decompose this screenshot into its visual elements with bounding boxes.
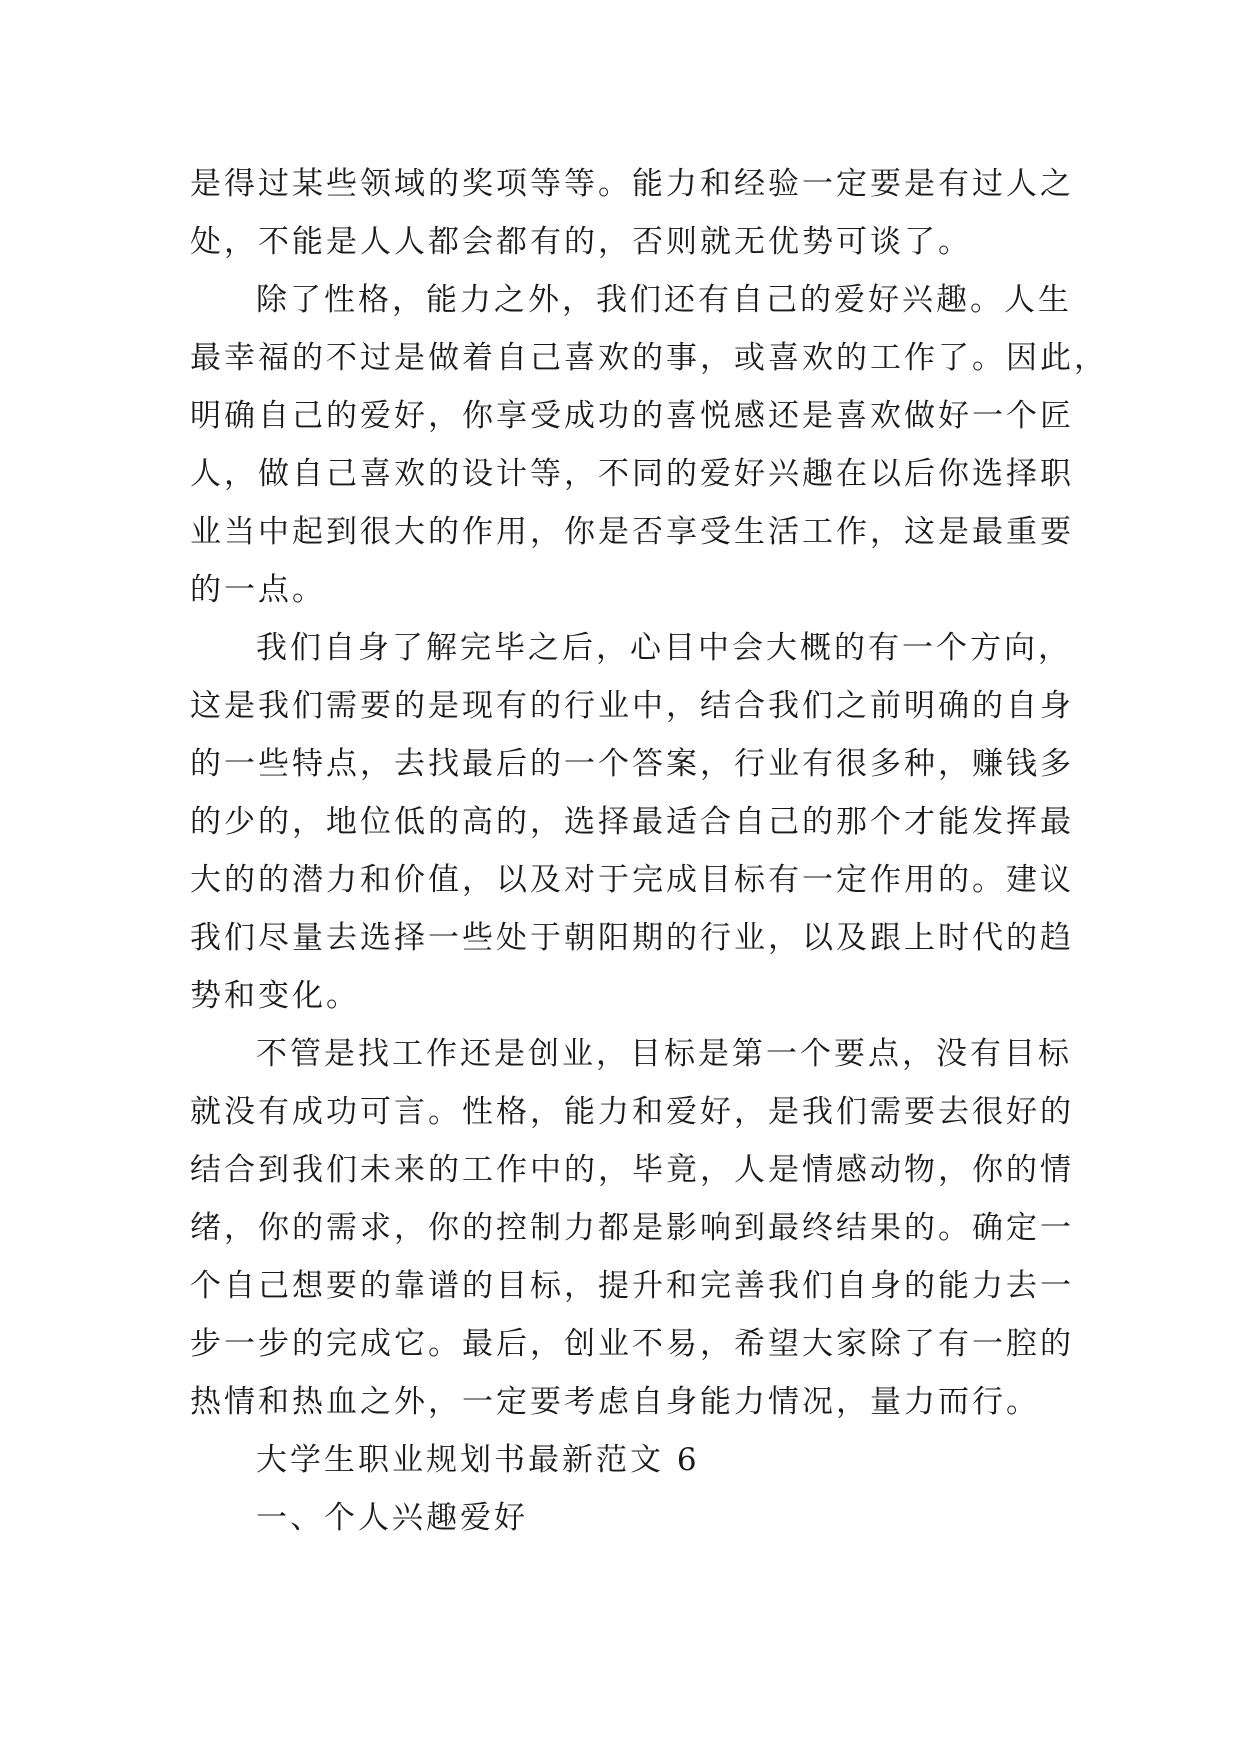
paragraph-4 xyxy=(190,1025,1074,1431)
text-line: 势和变化。 xyxy=(190,978,360,1014)
text-line: 结合到我们未来的工作中的，毕竟，人是情感动物，你的情 xyxy=(190,1152,1074,1188)
text-line: 大的的潜力和价值，以及对于完成目标有一定作用的。建议 xyxy=(190,862,1074,898)
text-line: 处，不能是人人都会都有的，否则就无优势可谈了。 xyxy=(190,224,972,260)
text-line: 不管是找工作还是创业，目标是第一个要点，没有目标 xyxy=(256,1036,1072,1072)
text-line: 绪，你的需求，你的控制力都是影响到最终结果的。确定一 xyxy=(190,1210,1074,1246)
section-title: 大学生职业规划书最新范文 6 xyxy=(256,1442,700,1478)
text-line: 是得过某些领域的奖项等等。能力和经验一定要是有过人之 xyxy=(190,166,1074,202)
subsection-heading: 一、个人兴趣爱好 xyxy=(256,1500,528,1536)
text-line: 个自己想要的靠谱的目标，提升和完善我们自身的能力去一 xyxy=(190,1268,1074,1304)
text-line: 的一些特点，去找最后的一个答案，行业有很多种，赚钱多 xyxy=(190,746,1074,782)
paragraph-1 xyxy=(190,155,1074,271)
text-line: 我们自身了解完毕之后，心目中会大概的有一个方向， xyxy=(256,630,1072,666)
text-line: 除了性格，能力之外，我们还有自己的爱好兴趣。人生 xyxy=(256,282,1072,318)
text-line: 人，做自己喜欢的设计等，不同的爱好兴趣在以后你选择职 xyxy=(190,456,1074,492)
text-line: 最幸福的不过是做着自己喜欢的事，或喜欢的工作了。因此， xyxy=(190,340,1108,376)
text-line: 的少的，地位低的高的，选择最适合自己的那个才能发挥最 xyxy=(190,804,1074,840)
text-line: 这是我们需要的是现有的行业中，结合我们之前明确的自身 xyxy=(190,688,1074,724)
text-line: 步一步的完成它。最后，创业不易，希望大家除了有一腔的 xyxy=(190,1326,1074,1362)
text-line: 明确自己的爱好，你享受成功的喜悦感还是喜欢做好一个匠 xyxy=(190,398,1074,434)
paragraph-2 xyxy=(190,271,1108,619)
paragraph-3 xyxy=(190,619,1074,1025)
text-line: 业当中起到很大的作用，你是否享受生活工作，这是最重要 xyxy=(190,514,1074,550)
text-line: 热情和热血之外，一定要考虑自身能力情况，量力而行。 xyxy=(190,1384,1040,1420)
text-line: 就没有成功可言。性格，能力和爱好，是我们需要去很好的 xyxy=(190,1094,1074,1130)
text-line: 我们尽量去选择一些处于朝阳期的行业，以及跟上时代的趋 xyxy=(190,920,1074,956)
text-line: 的一点。 xyxy=(190,572,326,608)
document-body xyxy=(190,155,1108,1547)
